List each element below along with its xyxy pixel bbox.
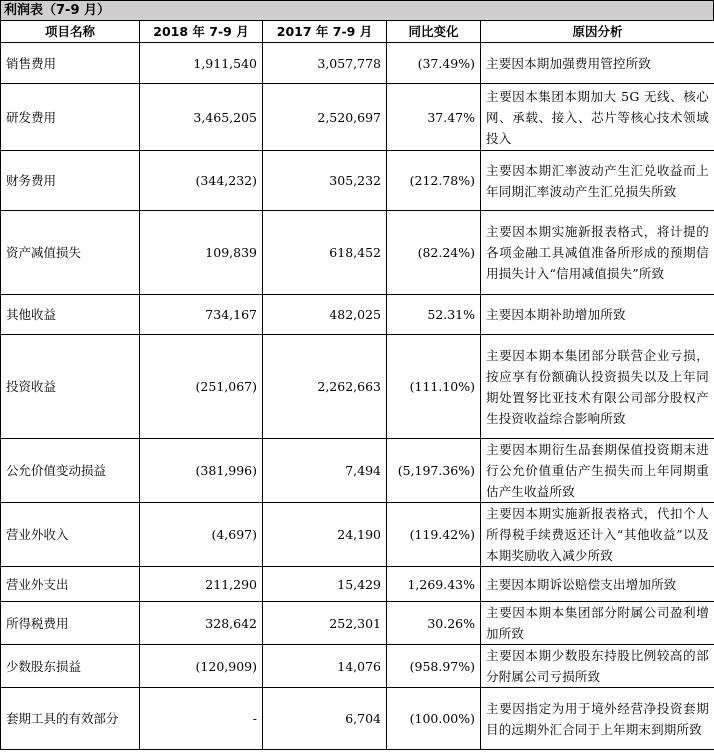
row-item-name: 少数股东损益 (1, 645, 140, 688)
row-item-name: 投资收益 (1, 335, 140, 439)
row-item-name: 其他收益 (1, 295, 140, 335)
header-change: 同比变化 (387, 21, 481, 43)
row-value-2017: 618,452 (263, 211, 387, 295)
row-value-2018: 734,167 (140, 295, 263, 335)
row-change: (212.78%) (387, 151, 481, 211)
table-row (1, 688, 714, 750)
row-change: (100.00%) (387, 688, 481, 750)
row-item-name: 销售费用 (1, 43, 140, 84)
row-change: 30.26% (387, 602, 481, 645)
header-2017: 2017 年 7-9 月 (263, 21, 387, 43)
header-2018: 2018 年 7-9 月 (140, 21, 263, 43)
row-value-2018: 3,465,205 (140, 84, 263, 151)
row-item-name: 套期工具的有效部分 (1, 688, 140, 750)
row-value-2018: (4,697) (140, 503, 263, 567)
row-reason: 主要因本期加强费用管控所致 (481, 43, 714, 84)
header-reason: 原因分析 (481, 21, 714, 43)
table-row (1, 211, 714, 295)
row-value-2018: (120,909) (140, 645, 263, 688)
row-reason: 主要因指定为用于境外经营净投资套期目的远期外汇合同于上年期末到期所致 (481, 688, 714, 750)
table-title: 利润表（7-9 月） (0, 0, 714, 20)
table-row (1, 439, 714, 503)
row-reason: 主要因本期汇率波动产生汇兑收益而上年同期汇率波动产生汇兑损失所致 (481, 151, 714, 211)
row-reason: 主要因本期实施新报表格式，将计提的各项金融工具减值准备所形成的预期信用损失计入“信用减值损失”所致 (481, 211, 714, 295)
row-item-name: 资产减值损失 (1, 211, 140, 295)
row-item-name: 营业外收入 (1, 503, 140, 567)
row-value-2017: 6,704 (263, 688, 387, 750)
row-value-2017: 482,025 (263, 295, 387, 335)
table-row (1, 151, 714, 211)
row-item-name: 公允价值变动损益 (1, 439, 140, 503)
row-value-2018: (251,067) (140, 335, 263, 439)
row-change: 1,269.43% (387, 567, 481, 602)
row-reason: 主要因本期实施新报表格式，代扣个人所得税手续费返还计入“其他收益”以及本期奖励收入减少所致 (481, 503, 714, 567)
row-value-2017: 3,057,778 (263, 43, 387, 84)
row-value-2017: 24,190 (263, 503, 387, 567)
row-change: 52.31% (387, 295, 481, 335)
row-value-2017: 252,301 (263, 602, 387, 645)
row-change: (82.24%) (387, 211, 481, 295)
table-row (1, 295, 714, 335)
row-value-2017: 14,076 (263, 645, 387, 688)
table-row (1, 43, 714, 84)
header-row (1, 21, 714, 43)
table-row (1, 602, 714, 645)
table-row (1, 335, 714, 439)
row-reason: 主要因本期衍生品套期保值投资期末进行公允价值重估产生损失而上年同期重估产生收益所致 (481, 439, 714, 503)
row-change: (958.97%) (387, 645, 481, 688)
row-reason: 主要因本期诉讼赔偿支出增加所致 (481, 567, 714, 602)
row-value-2018: (344,232) (140, 151, 263, 211)
table-row (1, 503, 714, 567)
table-row (1, 84, 714, 151)
row-item-name: 财务费用 (1, 151, 140, 211)
row-value-2018: 1,911,540 (140, 43, 263, 84)
row-value-2018: 109,839 (140, 211, 263, 295)
row-value-2018: 328,642 (140, 602, 263, 645)
row-item-name: 所得税费用 (1, 602, 140, 645)
row-change: 37.47% (387, 84, 481, 151)
row-item-name: 研发费用 (1, 84, 140, 151)
row-reason: 主要因本集团本期加大 5G 无线、核心网、承载、接入、芯片等核心技术领域投入 (481, 84, 714, 151)
row-value-2017: 305,232 (263, 151, 387, 211)
row-value-2017: 7,494 (263, 439, 387, 503)
header-item: 项目名称 (1, 21, 140, 43)
income-statement-table (0, 20, 714, 750)
row-value-2018: 211,290 (140, 567, 263, 602)
row-reason: 主要因本期本集团部分附属公司盈利增加所致 (481, 602, 714, 645)
row-reason: 主要因本期少数股东持股比例较高的部分附属公司亏损所致 (481, 645, 714, 688)
table-row (1, 567, 714, 602)
row-change: (5,197.36%) (387, 439, 481, 503)
row-change: (119.42%) (387, 503, 481, 567)
row-reason: 主要因本期本集团部分联营企业亏损，按应享有份额确认投资损失以及上年同期处置努比亚技术有限公司部分股权产生投资收益综合影响所致 (481, 335, 714, 439)
row-value-2018: (381,996) (140, 439, 263, 503)
row-value-2017: 15,429 (263, 567, 387, 602)
row-change: (37.49%) (387, 43, 481, 84)
row-change: (111.10%) (387, 335, 481, 439)
row-value-2017: 2,262,663 (263, 335, 387, 439)
table-row (1, 645, 714, 688)
row-reason: 主要因本期补助增加所致 (481, 295, 714, 335)
row-item-name: 营业外支出 (1, 567, 140, 602)
row-value-2018: - (140, 688, 263, 750)
row-value-2017: 2,520,697 (263, 84, 387, 151)
